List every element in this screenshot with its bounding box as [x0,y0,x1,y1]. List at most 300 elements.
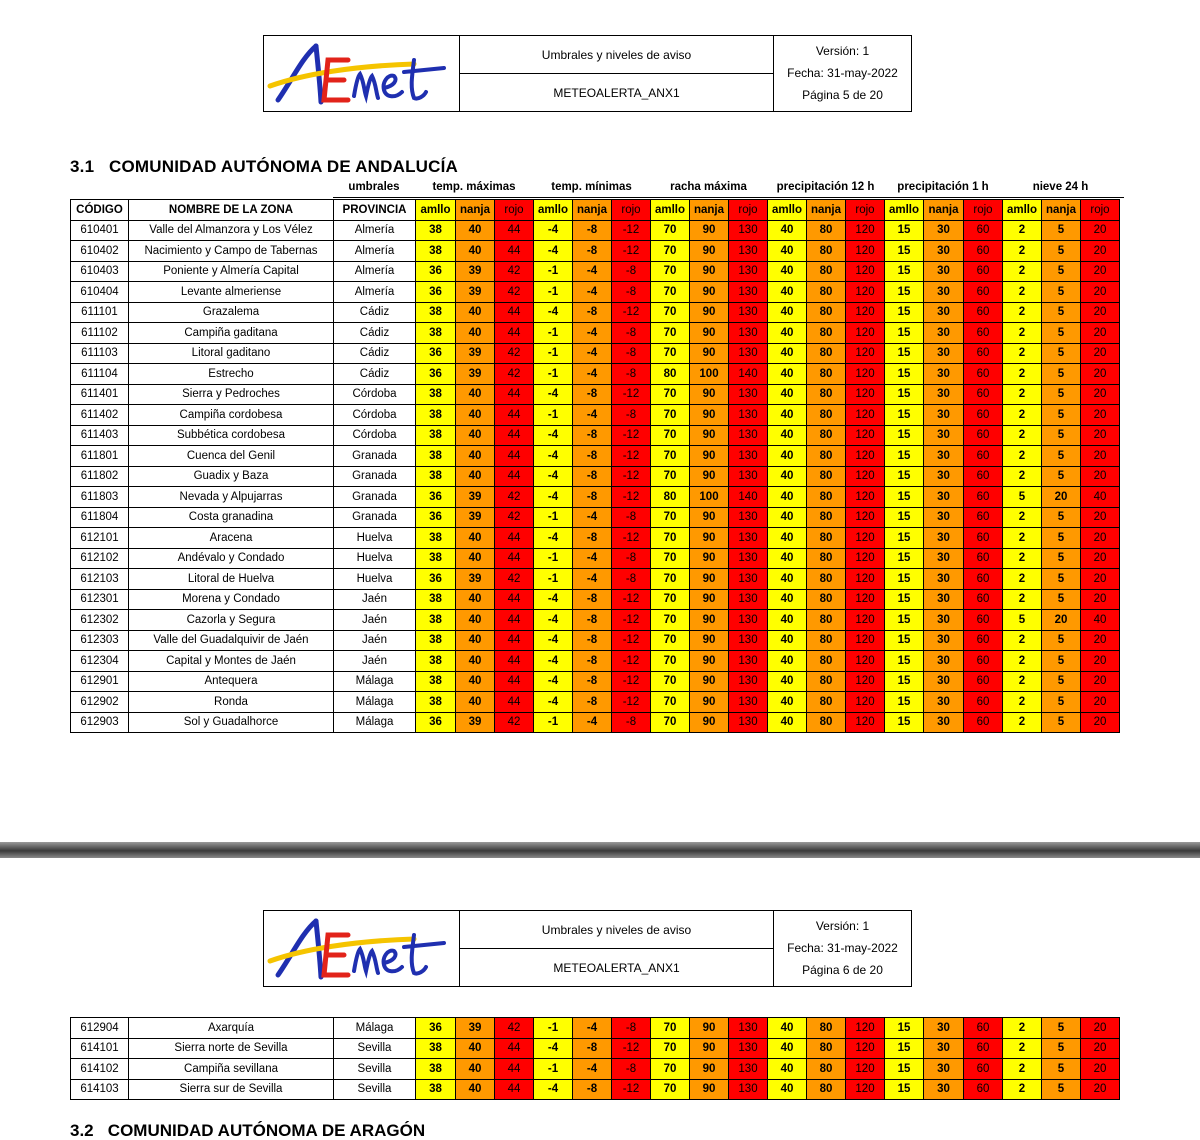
col-header-racha-amarillo: amllo [651,200,690,221]
cell-precip12-naranja: 80 [807,343,846,364]
date-label: Fecha: 31-may-2022 [787,941,898,955]
cell-zone-name: Sierra sur de Sevilla [129,1079,334,1100]
cell-precip12-amarillo: 40 [768,364,807,385]
cell-temp-max-amarillo: 36 [416,261,456,282]
cell-temp-max-naranja: 39 [456,569,495,590]
cell-zone-name: Valle del Almanzora y Los Vélez [129,220,334,241]
cell-temp-max-naranja: 40 [456,610,495,631]
cell-nieve-rojo: 20 [1081,446,1120,467]
cell-racha-amarillo: 70 [651,1038,690,1059]
cell-nieve-amarillo: 2 [1003,1038,1042,1059]
cell-temp-max-naranja: 40 [456,384,495,405]
col-header-zone: NOMBRE DE LA ZONA [129,200,334,221]
col-header-province: PROVINCIA [334,200,416,221]
cell-precip1-naranja: 30 [924,241,964,262]
cell-temp-min-rojo: -12 [612,487,651,508]
cell-racha-rojo: 130 [729,610,768,631]
table-row [71,1038,1120,1059]
cell-precip1-amarillo: 15 [885,610,924,631]
cell-temp-min-amarillo: -4 [534,692,573,713]
cell-precip12-amarillo: 40 [768,692,807,713]
cell-precip1-rojo: 60 [964,302,1003,323]
cell-precip1-amarillo: 15 [885,466,924,487]
cell-racha-naranja: 90 [690,282,729,303]
cell-nieve-naranja: 5 [1042,712,1081,733]
cell-racha-amarillo: 70 [651,712,690,733]
cell-temp-max-naranja: 40 [456,548,495,569]
cell-temp-max-amarillo: 36 [416,712,456,733]
group-header-temp-min: temp. mínimas [551,181,632,193]
cell-temp-min-amarillo: -1 [534,405,573,426]
cell-precip12-amarillo: 40 [768,384,807,405]
cell-code: 612904 [71,1018,129,1039]
cell-precip1-rojo: 60 [964,323,1003,344]
cell-precip1-amarillo: 15 [885,364,924,385]
cell-racha-naranja: 90 [690,323,729,344]
cell-temp-min-naranja: -4 [573,343,612,364]
cell-temp-min-rojo: -8 [612,1059,651,1080]
cell-precip12-rojo: 120 [846,487,885,508]
cell-racha-naranja: 90 [690,405,729,426]
cell-temp-max-rojo: 44 [495,1059,534,1080]
table-row [71,1018,1120,1039]
cell-code: 612901 [71,671,129,692]
cell-precip12-amarillo: 40 [768,425,807,446]
cell-racha-naranja: 90 [690,1018,729,1039]
cell-precip12-amarillo: 40 [768,528,807,549]
cell-precip12-rojo: 120 [846,302,885,323]
cell-temp-min-rojo: -12 [612,446,651,467]
cell-nieve-rojo: 20 [1081,364,1120,385]
cell-zone-name: Morena y Condado [129,589,334,610]
group-header-precip12: precipitación 12 h [776,181,875,193]
cell-precip1-amarillo: 15 [885,384,924,405]
cell-temp-min-rojo: -8 [612,343,651,364]
cell-precip1-rojo: 60 [964,487,1003,508]
cell-province: Almería [334,282,416,303]
cell-code: 614101 [71,1038,129,1059]
cell-precip1-amarillo: 15 [885,589,924,610]
table-row [71,692,1120,713]
cell-racha-rojo: 130 [729,507,768,528]
cell-precip1-rojo: 60 [964,692,1003,713]
cell-temp-min-naranja: -4 [573,282,612,303]
table-row [71,712,1120,733]
cell-precip1-amarillo: 15 [885,487,924,508]
cell-nieve-naranja: 20 [1042,487,1081,508]
cell-temp-min-rojo: -12 [612,630,651,651]
cell-temp-max-amarillo: 38 [416,671,456,692]
cell-precip1-amarillo: 15 [885,425,924,446]
cell-nieve-amarillo: 2 [1003,261,1042,282]
cell-precip1-naranja: 30 [924,1079,964,1100]
cell-racha-amarillo: 70 [651,261,690,282]
cell-province: Jaén [334,610,416,631]
cell-precip1-naranja: 30 [924,671,964,692]
cell-precip1-amarillo: 15 [885,692,924,713]
cell-precip12-naranja: 80 [807,384,846,405]
cell-temp-min-naranja: -8 [573,589,612,610]
cell-nieve-amarillo: 2 [1003,569,1042,590]
cell-temp-max-amarillo: 38 [416,1038,456,1059]
cell-temp-min-rojo: -12 [612,302,651,323]
table-row [71,343,1120,364]
cell-nieve-rojo: 20 [1081,425,1120,446]
cell-temp-min-naranja: -8 [573,466,612,487]
cell-racha-amarillo: 70 [651,220,690,241]
cell-zone-name: Litoral de Huelva [129,569,334,590]
cell-precip12-naranja: 80 [807,528,846,549]
cell-precip1-amarillo: 15 [885,343,924,364]
cell-zone-name: Nevada y Alpujarras [129,487,334,508]
page-number: Página 6 de 20 [802,963,883,977]
cell-precip1-amarillo: 15 [885,671,924,692]
cell-temp-max-rojo: 44 [495,384,534,405]
cell-racha-rojo: 130 [729,1018,768,1039]
cell-code: 611103 [71,343,129,364]
cell-racha-rojo: 130 [729,528,768,549]
cell-precip1-rojo: 60 [964,589,1003,610]
cell-province: Granada [334,507,416,528]
cell-temp-min-amarillo: -4 [534,610,573,631]
cell-nieve-naranja: 5 [1042,630,1081,651]
cell-temp-min-rojo: -8 [612,1018,651,1039]
cell-code: 611801 [71,446,129,467]
cell-precip12-amarillo: 40 [768,466,807,487]
cell-precip12-amarillo: 40 [768,671,807,692]
cell-precip1-rojo: 60 [964,425,1003,446]
cell-zone-name: Ronda [129,692,334,713]
cell-temp-max-amarillo: 38 [416,466,456,487]
cell-precip12-rojo: 120 [846,364,885,385]
cell-province: Cádiz [334,364,416,385]
cell-temp-min-amarillo: -1 [534,507,573,528]
cell-nieve-amarillo: 2 [1003,241,1042,262]
cell-temp-max-rojo: 42 [495,261,534,282]
cell-nieve-rojo: 20 [1081,1018,1120,1039]
cell-temp-min-rojo: -8 [612,282,651,303]
cell-code: 611802 [71,466,129,487]
group-header-nieve: nieve 24 h [1032,181,1089,193]
cell-zone-name: Estrecho [129,364,334,385]
cell-nieve-amarillo: 2 [1003,343,1042,364]
cell-zone-name: Valle del Guadalquivir de Jaén [129,630,334,651]
table-row [71,446,1120,467]
cell-racha-amarillo: 80 [651,487,690,508]
document-page-6 [0,858,1200,1140]
cell-precip12-amarillo: 40 [768,610,807,631]
cell-temp-max-naranja: 39 [456,282,495,303]
cell-province: Málaga [334,1018,416,1039]
cell-precip1-naranja: 30 [924,220,964,241]
cell-temp-min-amarillo: -1 [534,1018,573,1039]
cell-racha-rojo: 130 [729,569,768,590]
cell-nieve-naranja: 5 [1042,302,1081,323]
cell-code: 612304 [71,651,129,672]
cell-code: 612902 [71,692,129,713]
cell-temp-max-amarillo: 38 [416,651,456,672]
cell-temp-min-rojo: -8 [612,405,651,426]
cell-precip1-naranja: 30 [924,384,964,405]
cell-zone-name: Sierra norte de Sevilla [129,1038,334,1059]
cell-zone-name: Capital y Montes de Jaén [129,651,334,672]
cell-nieve-amarillo: 2 [1003,323,1042,344]
cell-zone-name: Aracena [129,528,334,549]
cell-temp-min-amarillo: -1 [534,343,573,364]
cell-precip12-naranja: 80 [807,1079,846,1100]
cell-nieve-naranja: 5 [1042,1038,1081,1059]
cell-temp-max-rojo: 42 [495,282,534,303]
cell-precip12-rojo: 120 [846,405,885,426]
cell-racha-amarillo: 70 [651,302,690,323]
cell-racha-amarillo: 70 [651,466,690,487]
cell-precip12-rojo: 120 [846,548,885,569]
cell-temp-max-amarillo: 36 [416,569,456,590]
cell-zone-name: Campiña gaditana [129,323,334,344]
cell-precip1-rojo: 60 [964,405,1003,426]
cell-temp-min-naranja: -4 [573,405,612,426]
cell-nieve-naranja: 5 [1042,323,1081,344]
cell-temp-min-rojo: -12 [612,1079,651,1100]
cell-nieve-rojo: 20 [1081,1038,1120,1059]
cell-zone-name: Litoral gaditano [129,343,334,364]
cell-precip12-amarillo: 40 [768,302,807,323]
cell-precip1-rojo: 60 [964,1018,1003,1039]
cell-precip1-rojo: 60 [964,384,1003,405]
cell-temp-max-amarillo: 36 [416,1018,456,1039]
cell-racha-naranja: 90 [690,507,729,528]
cell-precip1-amarillo: 15 [885,1018,924,1039]
cell-precip1-naranja: 30 [924,630,964,651]
cell-precip1-rojo: 60 [964,610,1003,631]
cell-precip12-amarillo: 40 [768,323,807,344]
cell-zone-name: Campiña cordobesa [129,405,334,426]
cell-precip1-amarillo: 15 [885,446,924,467]
cell-code: 611101 [71,302,129,323]
cell-temp-min-rojo: -12 [612,589,651,610]
cell-temp-max-amarillo: 38 [416,425,456,446]
cell-precip12-naranja: 80 [807,589,846,610]
cell-temp-max-amarillo: 36 [416,364,456,385]
cell-precip12-rojo: 120 [846,343,885,364]
cell-temp-max-rojo: 42 [495,487,534,508]
cell-temp-max-amarillo: 38 [416,1059,456,1080]
cell-temp-max-naranja: 40 [456,589,495,610]
group-header-racha: racha máxima [670,181,747,193]
cell-temp-max-rojo: 44 [495,466,534,487]
cell-precip1-naranja: 30 [924,466,964,487]
cell-precip1-amarillo: 15 [885,1038,924,1059]
cell-zone-name: Andévalo y Condado [129,548,334,569]
cell-temp-min-naranja: -8 [573,528,612,549]
table-row [71,671,1120,692]
cell-precip12-naranja: 80 [807,487,846,508]
cell-racha-naranja: 90 [690,671,729,692]
cell-precip12-rojo: 120 [846,466,885,487]
cell-code: 614102 [71,1059,129,1080]
cell-code: 611403 [71,425,129,446]
cell-precip1-naranja: 30 [924,610,964,631]
cell-precip1-rojo: 60 [964,343,1003,364]
cell-nieve-naranja: 5 [1042,241,1081,262]
cell-precip12-naranja: 80 [807,1059,846,1080]
cell-precip1-naranja: 30 [924,343,964,364]
cell-temp-min-amarillo: -1 [534,364,573,385]
cell-precip1-amarillo: 15 [885,630,924,651]
cell-precip1-amarillo: 15 [885,569,924,590]
table-row [71,589,1120,610]
cell-province: Granada [334,487,416,508]
thresholds-table-continued [70,1017,1120,1100]
cell-province: Jaén [334,651,416,672]
cell-temp-max-naranja: 40 [456,220,495,241]
table-body [71,220,1120,733]
cell-nieve-amarillo: 2 [1003,589,1042,610]
cell-precip1-naranja: 30 [924,446,964,467]
cell-precip12-rojo: 120 [846,241,885,262]
cell-nieve-rojo: 20 [1081,630,1120,651]
cell-province: Cádiz [334,323,416,344]
cell-temp-max-amarillo: 36 [416,282,456,303]
cell-precip12-rojo: 120 [846,630,885,651]
document-code: METEOALERTA_ANX1 [460,74,774,111]
cell-precip12-naranja: 80 [807,425,846,446]
cell-precip12-amarillo: 40 [768,241,807,262]
cell-code: 610401 [71,220,129,241]
cell-temp-min-naranja: -8 [573,651,612,672]
cell-precip1-rojo: 60 [964,630,1003,651]
cell-nieve-rojo: 20 [1081,569,1120,590]
cell-zone-name: Poniente y Almería Capital [129,261,334,282]
cell-precip1-amarillo: 15 [885,528,924,549]
cell-nieve-amarillo: 5 [1003,610,1042,631]
cell-temp-min-amarillo: -1 [534,548,573,569]
cell-precip1-rojo: 60 [964,651,1003,672]
cell-precip1-naranja: 30 [924,589,964,610]
cell-precip12-amarillo: 40 [768,589,807,610]
cell-racha-rojo: 130 [729,1059,768,1080]
col-header-precip1-rojo: rojo [964,200,1003,221]
cell-temp-min-amarillo: -4 [534,446,573,467]
cell-racha-rojo: 130 [729,323,768,344]
cell-temp-min-amarillo: -4 [534,466,573,487]
cell-temp-max-amarillo: 38 [416,630,456,651]
cell-nieve-rojo: 20 [1081,220,1120,241]
cell-temp-max-naranja: 40 [456,405,495,426]
cell-nieve-amarillo: 2 [1003,302,1042,323]
cell-temp-min-naranja: -8 [573,1079,612,1100]
cell-racha-amarillo: 70 [651,1018,690,1039]
cell-precip12-amarillo: 40 [768,569,807,590]
table-row [71,241,1120,262]
cell-precip1-naranja: 30 [924,1059,964,1080]
cell-racha-amarillo: 70 [651,630,690,651]
col-header-temp-max-amarillo: amllo [416,200,456,221]
cell-precip1-rojo: 60 [964,282,1003,303]
cell-racha-naranja: 90 [690,466,729,487]
cell-temp-max-rojo: 42 [495,343,534,364]
cell-precip12-rojo: 120 [846,323,885,344]
cell-precip12-amarillo: 40 [768,282,807,303]
cell-province: Córdoba [334,425,416,446]
cell-temp-max-rojo: 44 [495,425,534,446]
cell-temp-min-amarillo: -4 [534,671,573,692]
cell-nieve-naranja: 5 [1042,261,1081,282]
cell-nieve-naranja: 5 [1042,1059,1081,1080]
cell-racha-rojo: 130 [729,220,768,241]
section-title: 3.1 COMUNIDAD AUTÓNOMA DE ANDALUCÍA [70,157,459,176]
group-header-umbrales: umbrales [348,181,400,193]
cell-precip1-amarillo: 15 [885,1059,924,1080]
cell-racha-naranja: 90 [690,220,729,241]
cell-precip12-amarillo: 40 [768,446,807,467]
cell-nieve-rojo: 20 [1081,241,1120,262]
cell-racha-naranja: 90 [690,610,729,631]
cell-precip1-amarillo: 15 [885,712,924,733]
cell-temp-max-rojo: 44 [495,1079,534,1100]
table-row [71,528,1120,549]
cell-temp-min-rojo: -8 [612,569,651,590]
cell-racha-amarillo: 70 [651,282,690,303]
cell-precip12-rojo: 120 [846,589,885,610]
cell-temp-min-rojo: -12 [612,651,651,672]
table-row [71,323,1120,344]
cell-temp-min-amarillo: -4 [534,528,573,549]
cell-precip1-rojo: 60 [964,1059,1003,1080]
cell-temp-min-naranja: -8 [573,220,612,241]
col-header-temp-min-amarillo: amllo [534,200,573,221]
cell-precip12-naranja: 80 [807,548,846,569]
aemet-logo [264,911,460,986]
cell-temp-min-rojo: -12 [612,671,651,692]
cell-precip1-naranja: 30 [924,302,964,323]
cell-zone-name: Levante almeriense [129,282,334,303]
cell-province: Sevilla [334,1059,416,1080]
cell-code: 610404 [71,282,129,303]
table-row [71,220,1120,241]
cell-nieve-amarillo: 5 [1003,487,1042,508]
cell-temp-min-rojo: -12 [612,692,651,713]
cell-temp-max-rojo: 44 [495,630,534,651]
cell-nieve-naranja: 5 [1042,548,1081,569]
cell-zone-name: Cazorla y Segura [129,610,334,631]
cell-nieve-amarillo: 2 [1003,712,1042,733]
cell-temp-max-amarillo: 38 [416,220,456,241]
cell-zone-name: Grazalema [129,302,334,323]
cell-precip1-rojo: 60 [964,220,1003,241]
cell-precip12-rojo: 120 [846,569,885,590]
cell-province: Málaga [334,671,416,692]
cell-nieve-rojo: 20 [1081,466,1120,487]
cell-zone-name: Axarquía [129,1018,334,1039]
cell-temp-max-naranja: 40 [456,1059,495,1080]
cell-precip12-amarillo: 40 [768,507,807,528]
cell-precip12-amarillo: 40 [768,220,807,241]
cell-code: 611804 [71,507,129,528]
col-header-temp-max-naranja: nanja [456,200,495,221]
cell-precip1-naranja: 30 [924,569,964,590]
cell-precip1-amarillo: 15 [885,548,924,569]
cell-temp-min-rojo: -8 [612,507,651,528]
date-label: Fecha: 31-may-2022 [787,66,898,80]
cell-precip12-amarillo: 40 [768,487,807,508]
cell-temp-max-amarillo: 38 [416,528,456,549]
cell-zone-name: Antequera [129,671,334,692]
cell-racha-naranja: 90 [690,569,729,590]
cell-nieve-amarillo: 2 [1003,692,1042,713]
document-title: Umbrales y niveles de aviso [460,36,774,74]
cell-nieve-naranja: 5 [1042,1079,1081,1100]
